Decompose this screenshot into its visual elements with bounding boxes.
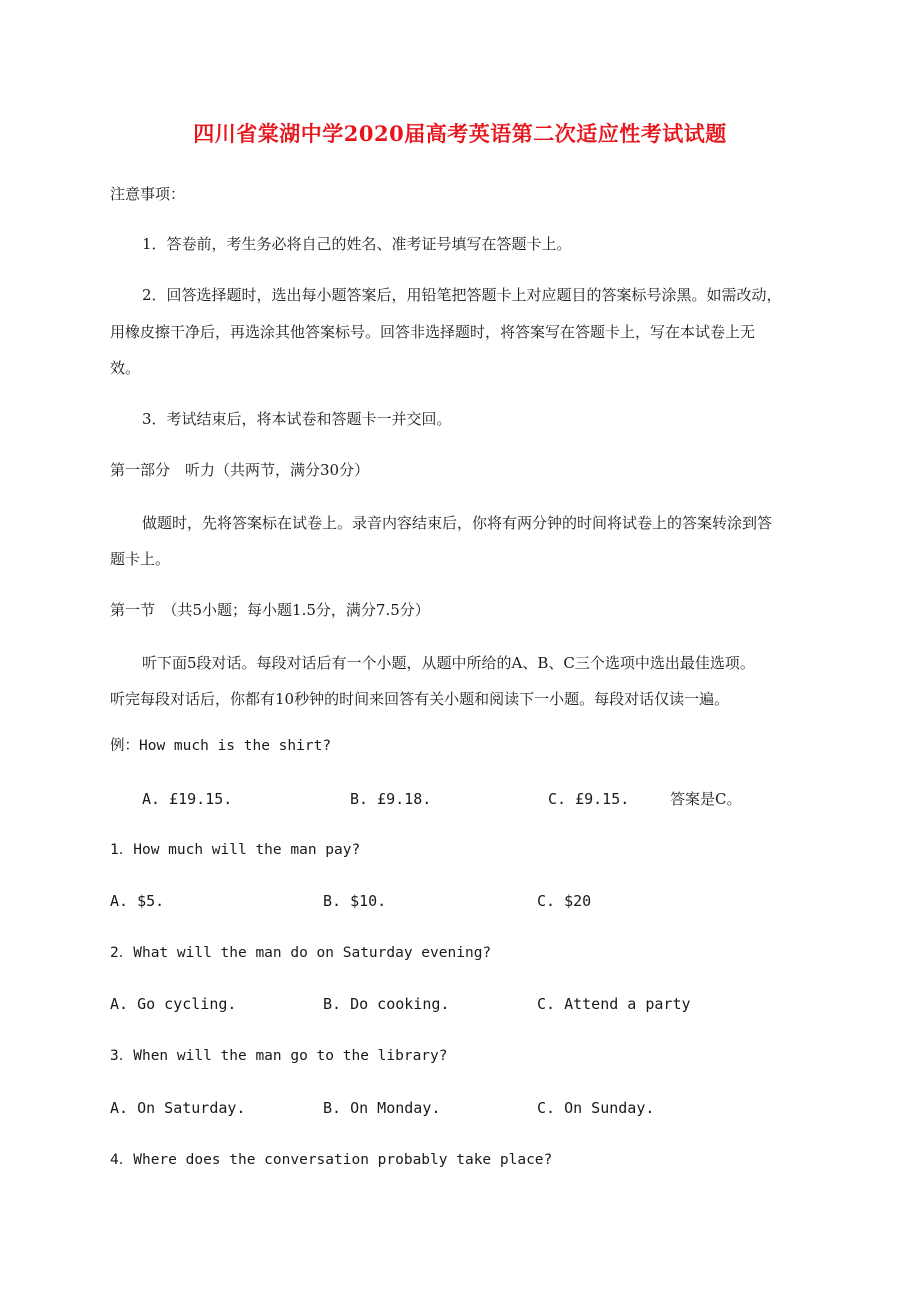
part1-instruction-line-2: 题卡上。 (110, 550, 171, 568)
notice-item-3: 3．考试结束后，将本试卷和答题卡一并交回。 (142, 410, 452, 428)
notice-item-2-line-1: 2．回答选择题时，选出每小题答案后，用铅笔把答题卡上对应题目的答案标号涂黑。如需改动， (142, 286, 782, 304)
question-2-option-b: B. Do cooking. (323, 995, 450, 1013)
question-1: 1．How much will the man pay? (110, 842, 361, 858)
section1-heading: 第一节 （共5小题；每小题1.5分，满分7.5分） (110, 601, 430, 619)
question-3: 3．When will the man go to the library? (110, 1048, 448, 1064)
example-question: 例：How much is the shirt? (110, 738, 332, 754)
part1-instruction-line-1: 做题时，先将答案标在试卷上。录音内容结束后，你将有两分钟的时间将试卷上的答案转涂到答 (142, 514, 773, 532)
question-3-option-c: C. On Sunday. (537, 1099, 655, 1117)
question-1-option-b: B. $10. (323, 892, 387, 910)
question-3-option-a: A. On Saturday. (110, 1099, 246, 1117)
section1-instruction-line-1: 听下面5段对话。每段对话后有一个小题，从题中所给的A、B、C三个选项中选出最佳选项。 (142, 654, 755, 672)
section1-instruction-line-2: 听完每段对话后，你都有10秒钟的时间来回答有关小题和阅读下一小题。每段对话仅读一遍。 (110, 690, 730, 708)
notice-item-1: 1．答卷前，考生务必将自己的姓名、准考证号填写在答题卡上。 (142, 235, 572, 253)
example-option-b: B. £9.18. (350, 790, 432, 808)
question-2-option-c: C. Attend a party (537, 995, 691, 1013)
notice-item-2-line-3: 效。 (110, 359, 141, 377)
question-1-option-a: A. $5. (110, 892, 165, 910)
part1-heading: 第一部分 听力（共两节，满分30分） (110, 461, 370, 479)
question-2: 2．What will the man do on Saturday evening? (110, 945, 492, 961)
notice-heading: 注意事项： (110, 185, 186, 203)
example-option-a: A. £19.15. (142, 790, 233, 808)
example-option-c: C. £9.15. (548, 790, 630, 808)
exam-title: 四川省棠湖中学2020届高考英语第二次适应性考试试题 (193, 121, 727, 146)
question-1-option-c: C. $20 (537, 892, 592, 910)
question-2-option-a: A. Go cycling. (110, 995, 237, 1013)
notice-item-2-line-2: 用橡皮擦干净后，再选涂其他答案标号。回答非选择题时，将答案写在答题卡上，写在本试卷上无 (110, 323, 756, 341)
example-answer: 答案是C。 (670, 790, 742, 808)
question-3-option-b: B. On Monday. (323, 1099, 441, 1117)
question-4: 4．Where does the conversation probably take place? (110, 1152, 553, 1168)
